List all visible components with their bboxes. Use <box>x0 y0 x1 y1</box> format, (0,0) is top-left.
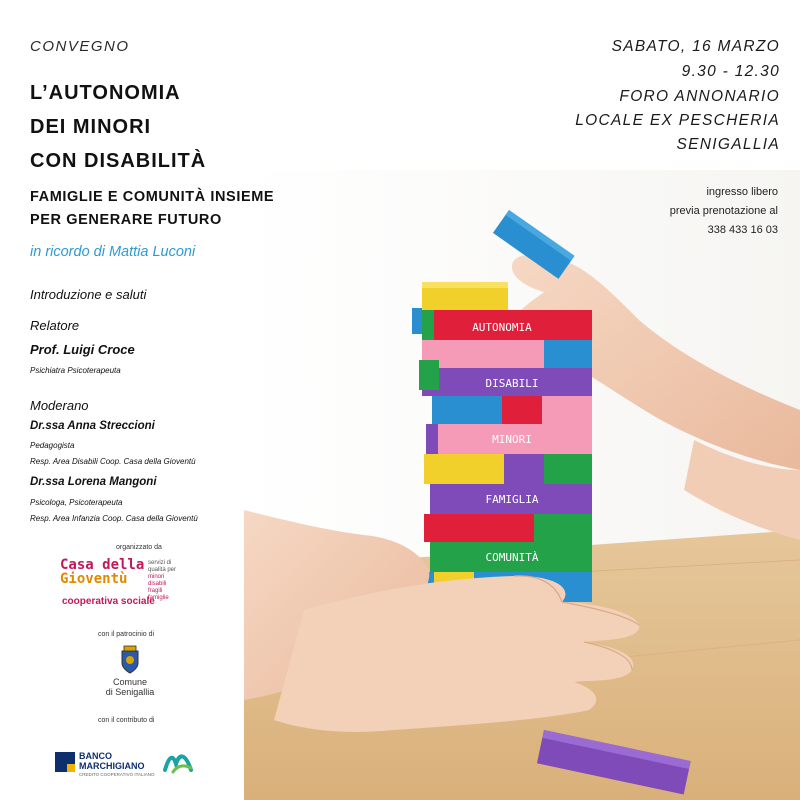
casa-logo-subtitle: cooperativa sociale <box>62 596 155 607</box>
speaker-name: Prof. Luigi Croce <box>30 342 135 357</box>
casa-tag-line: fragili <box>148 588 163 594</box>
banco-tagline: CREDITO COOPERATIVO ITALIANO <box>79 772 155 777</box>
casa-logo-line: Casa della <box>60 557 145 573</box>
event-title <box>30 76 206 178</box>
event-subtitle <box>30 186 274 232</box>
moderators-heading: Moderano <box>30 398 89 413</box>
in-memory-line: in ricordo di Mattia Luconi <box>30 244 196 260</box>
contribution-label: con il contributo di <box>98 717 155 724</box>
patronage-label: con il patrocinio di <box>98 631 155 638</box>
event-date: SABATO, 16 MARZO <box>611 38 780 55</box>
comune-name <box>100 677 160 697</box>
banco-line: BANCO <box>79 751 112 761</box>
title-line: L’AUTONOMIA <box>30 82 181 104</box>
moderator-1-role-detail: Resp. Area Disabili Coop. Casa della Gioventù <box>30 457 196 466</box>
banco-square-icon <box>55 752 75 772</box>
block-label-comunita: COMUNITÀ <box>485 551 539 564</box>
moderator-2-role-detail: Resp. Area Infanzia Coop. Casa della Gioventù <box>30 514 198 523</box>
subtitle-line: FAMIGLIE E COMUNITÀ INSIEME <box>30 189 275 205</box>
block-label-autonomia: AUTONOMIA <box>472 321 532 334</box>
organized-by-label: organizzato da <box>116 544 162 551</box>
casa-tag-line: minori <box>148 574 165 580</box>
city-crest-icon <box>118 645 142 675</box>
casa-logo-wordmark <box>60 558 144 586</box>
moderator-1-role: Pedagogista <box>30 441 75 450</box>
banco-name <box>79 751 145 771</box>
tower-photo <box>244 170 800 800</box>
comune-line: Comune <box>112 677 148 687</box>
banco-marchigiano-logo <box>55 750 195 780</box>
booking-phone: 338 433 16 03 <box>707 224 778 236</box>
casa-tag-line: famiglie <box>148 595 169 601</box>
banco-line: MARCHIGIANO <box>79 761 145 771</box>
event-kicker: CONVEGNO <box>30 38 130 55</box>
casa-logo-tagline <box>148 560 176 602</box>
block-label-disabili: DISABILI <box>485 377 539 390</box>
moderator-2-role: Psicologa, Psicoterapeuta <box>30 498 123 507</box>
title-line: DEI MINORI <box>30 116 152 138</box>
speaker-role: Psichiatra Psicoterapeuta <box>30 366 121 375</box>
title-line: CON DISABILITÀ <box>30 150 207 172</box>
event-venue-detail: LOCALE EX PESCHERIA <box>575 112 780 129</box>
moderator-1-name: Dr.ssa Anna Streccioni <box>30 420 155 432</box>
comune-senigallia-logo <box>100 645 160 715</box>
banco-m-icon <box>163 750 193 774</box>
casa-tag-line: servizi di <box>148 560 172 566</box>
free-entry: ingresso libero <box>706 186 778 198</box>
moderator-2-name: Dr.ssa Lorena Mangoni <box>30 476 157 488</box>
casa-tag-line: disabili <box>148 581 167 587</box>
block-tower-illustration <box>244 170 800 800</box>
casa-tag-line: qualità per <box>148 567 177 573</box>
block-label-minori: MINORI <box>492 433 532 446</box>
event-city: SENIGALLIA <box>676 136 780 153</box>
casa-logo-line: Gioventù <box>60 571 128 587</box>
event-venue: FORO ANNONARIO <box>619 88 780 105</box>
block-label-famiglia: FAMIGLIA <box>485 493 539 506</box>
event-time: 9.30 - 12.30 <box>681 63 780 80</box>
program-intro: Introduzione e saluti <box>30 287 147 302</box>
booking-note: previa prenotazione al <box>669 205 778 217</box>
casa-della-gioventu-logo <box>60 558 200 614</box>
comune-line: di Senigallia <box>105 687 155 697</box>
subtitle-line: PER GENERARE FUTURO <box>30 212 222 228</box>
speaker-heading: Relatore <box>30 318 80 333</box>
